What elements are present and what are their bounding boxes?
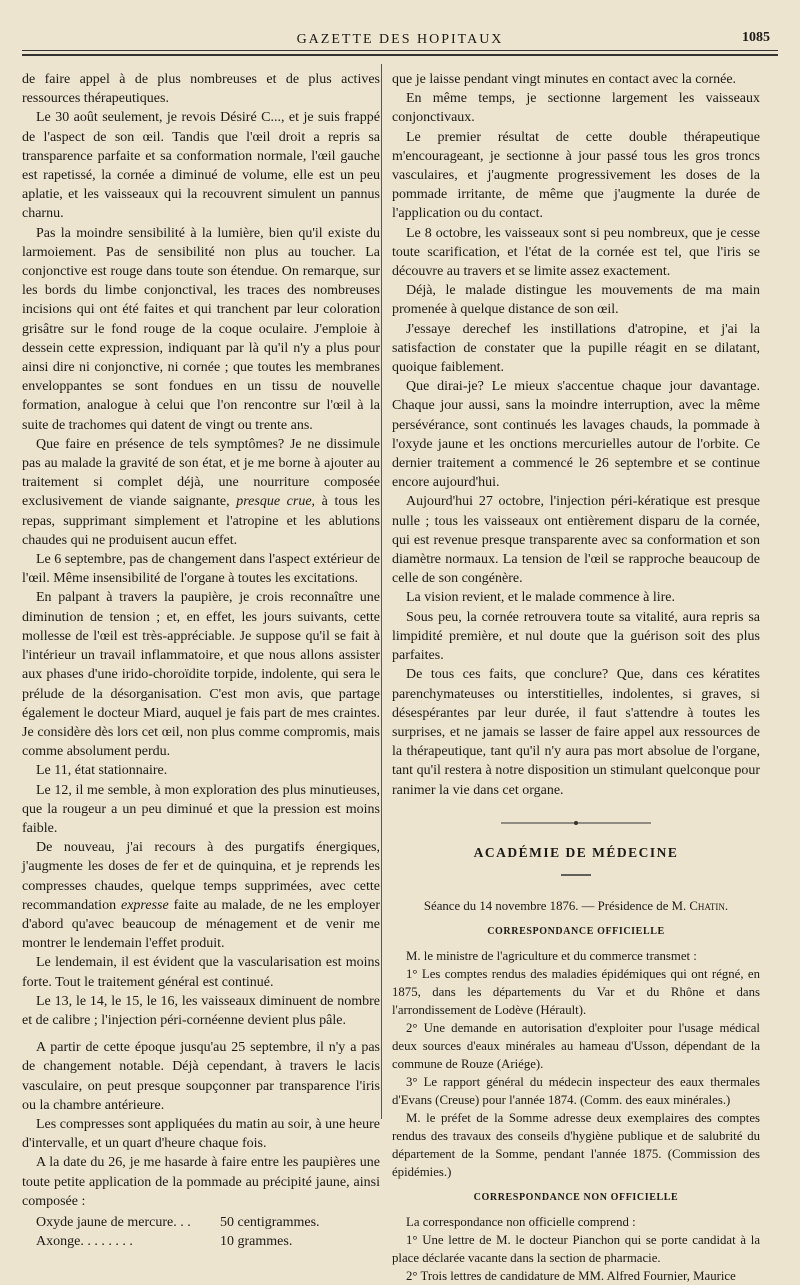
- text-run: , à tous les repas, supprimant simplement et l'atropine et les ablutions chaudes qui ne produisent aucun effet.: [22, 494, 381, 548]
- left-column: [22, 70, 381, 1250]
- page-number: 1085: [742, 30, 770, 45]
- header-rule: [22, 50, 778, 51]
- paragraph: Le 11, état stationnaire.: [36, 763, 168, 779]
- paragraph: 1° Une lettre de M. le docteur Pianchon qui se porte candidat à la place déclarée vacante dans la section de pharmacie.: [392, 1233, 760, 1266]
- paragraph: Aujourd'hui 27 octobre, l'injection péri-kératique est presque nulle ; tous les vaisseaux ont entièrement disparu de la cornée, qui est revenue presque transparente avec sa conformation et son diamètre normaux. La tension de l'œil se rapproche beaucoup de celle de son congénère.: [392, 494, 760, 587]
- journal-title: GAZETTE DES HOPITAUX: [296, 32, 504, 47]
- text-run: faite au malade, de ne les employer d'abord qu'avec beaucoup de ménagement et de venir me montrer le lendemain l'effet produit.: [22, 897, 380, 952]
- emphasis: presque crue: [236, 494, 312, 510]
- paragraph: Pas la moindre sensibilité à la lumière, bien qu'il existe du larmoiement. Pas de sensibilité non plus au toucher. La conjonctive est rouge dans toute son étendue. On remarque, sur les bords du limbe conjonctival, les traces des nombreuses incisions qui ont été faites et qui tranchent par leur coloration grisâtre sur le fond rouge de la coque oculaire. J'emploie à dessein cette expression, indiquant par là qu'il n'y a plus pour ainsi dire ni conjonctive, ni cornée ; que toutes les membranes enveloppantes se sont fondues en un tissu de nouvelle formation, analogue à celui que l'on rencontre sur l'œil à la suite de trachomes qui datent de vingt ou trente ans.: [22, 225, 380, 433]
- paragraph: 2° Une demande en autorisation d'exploiter pour l'usage médical deux sources d'eaux minérales au hameau d'Usson, dépendant de la commune de Rouze (Ariége).: [392, 1021, 760, 1072]
- paragraph: Le 30 août seulement, je revois Désiré C..., et je suis frappé de l'aspect de son œil. Tandis que l'œil droit a repris sa transparence parfaite et sa conformation normale, l'œil gauche est rapetissé, la cornée a diminué de volume, elle est un peu aplatie, et les vaisseaux qui la recouvrent simulent un pannus charnu.: [22, 110, 380, 222]
- session-line: [392, 897, 760, 915]
- paragraph: Le lendemain, il est évident que la vascularisation est moins forte. Tout le traitement général est continué.: [22, 955, 380, 990]
- ingredient-quantity: 10 grammes.: [220, 1234, 293, 1250]
- column-divider: [381, 64, 382, 1119]
- page-header: [22, 28, 778, 50]
- paragraph: Le premier résultat de cette double thérapeutique m'encourageant, je sectionne à jour passé tous les gros troncs vasculaires, et j'augmente progressivement les doses de la pommade irritante, de même que j'augmente la durée de l'application ou du contact.: [392, 129, 760, 222]
- text-run: De nouveau, j'ai recours à des purgatifs énergiques, j'augmente les doses de fer et de quinquina, et je reprends les compresses chaudes, quelque temps supprimées, avec cette recommandation: [22, 840, 380, 913]
- ingredient-name: Axonge. . . . . . . .: [36, 1234, 133, 1250]
- president-name: Chatin: [689, 899, 725, 914]
- header-rule-thick: [22, 54, 778, 56]
- paragraph: La vision revient, et le malade commence à lire.: [406, 590, 675, 606]
- subsection-heading: CORRESPONDANCE NON OFFICIELLE: [473, 1192, 679, 1204]
- paragraph: Sous peu, la cornée retrouvera toute sa vitalité, aura repris sa limpidité première, et nul doute que la guérison soit des plus parfaites.: [392, 609, 760, 664]
- paragraph: [22, 838, 380, 953]
- paragraph: [22, 435, 380, 550]
- paragraph: De tous ces faits, que conclure? Que, dans ces kératites parenchymateuses ou interstitielles, indolentes, si graves, si désespérantes par leur durée, il faut s'attendre à toutes les surprises, et ne jamais se lasser de faire appel aux ressources de la thérapeutique, tant qu'il n'y aura pas mort absolue de l'organe, tant qu'il restera à notre disposition un stimulant quelconque pour ranimer la vie dans cet organe.: [392, 667, 760, 798]
- paragraph: Déjà, le malade distingue les mouvements de ma main promenée à quelque distance de son œil.: [392, 283, 760, 318]
- subsection-heading: CORRESPONDANCE OFFICIELLE: [487, 926, 665, 938]
- paragraph: Le 8 octobre, les vaisseaux sont si peu nombreux, que je cesse toute scarification, et l'état de la cornée est tel, que l'iris se découvre au travers et se limite assez exactement.: [392, 225, 760, 280]
- title-underline: [392, 866, 760, 885]
- paragraph: Le 13, le 14, le 15, le 16, les vaisseaux diminuent de nombre et de calibre ; l'injection péri-cornéenne devient plus pâle.: [22, 993, 380, 1028]
- section-separator: [392, 814, 760, 833]
- paragraph: 3° Le rapport général du médecin inspecteur des eaux thermales d'Evans (Creuse) pour l'année 1874. (Comm. des eaux minérales.): [392, 1075, 760, 1108]
- paragraph: M. le préfet de la Somme adresse deux exemplaires des comptes rendus des travaux des conseils d'hygiène publique et de salubrité du département de la Somme, pendant l'année 1875. (Commission des épidémies.): [392, 1111, 760, 1180]
- paragraph: M. le ministre de l'agriculture et du commerce transmet :: [406, 949, 697, 964]
- ingredient-quantity: 50 centigrammes.: [220, 1214, 320, 1230]
- paragraph: 2° Trois lettres de candidature de MM. Alfred Fournier, Maurice: [406, 1269, 736, 1284]
- paragraph: En palpant à travers la paupière, je crois reconnaître une diminution de tension ; et, en effet, les jours suivants, cette mollesse de l'œil est très-appréciable. Je suppose qu'il se fait à l'intérieur un travail inflammatoire, et que nous allons assister aux phases d'une irido-choroïdite torpide, indolente, qui sera le prélude de la désorganisation. C'est mon avis, que partage également le docteur Miard, auquel je fais part de mes craintes. Je considère dès lors cet œil, non plus comme compromis, mais comme absolument perdu.: [22, 590, 380, 760]
- underline-ornament: [561, 872, 591, 878]
- separator-ornament: [501, 819, 651, 827]
- paragraph: Le 6 septembre, pas de changement dans l'aspect extérieur de l'œil. Même insensibilité de l'organe à toutes les excitations.: [22, 552, 380, 587]
- paragraph: La correspondance non officielle comprend :: [406, 1215, 636, 1230]
- paragraph: A la date du 26, je me hasarde à faire entre les paupières une toute petite application de la pommade au précipité jaune, ainsi composée :: [22, 1155, 380, 1209]
- text-run: Que faire en présence de tels symptômes? Je ne dissimule pas au malade la gravité de son état, et je me borne à ajouter au traitement si complet déjà, une nourriture composée exclusivement de viande saignante,: [22, 436, 380, 510]
- section-title: ACADÉMIE DE MÉDECINE: [473, 844, 679, 860]
- paragraph: que je laisse pendant vingt minutes en contact avec la cornée.: [392, 72, 737, 87]
- paragraph: Que dirai-je? Le mieux s'accentue chaque jour davantage. Chaque jour aussi, sans la moindre interruption, avec la même persévérance, sont continués les lavages chauds, la pommade à l'oxyde jaune et les onctions mercurielles autour de l'orbite. Ce dernier traitement a commencé le 26 septembre et se continue encore aujourd'hui.: [392, 379, 760, 491]
- paragraph: Les compresses sont appliquées du matin au soir, à une heure d'intervalle, et un quart d'heure chaque fois.: [22, 1116, 380, 1152]
- emphasis: expresse: [121, 897, 169, 913]
- paragraph: 1° Les comptes rendus des maladies épidémiques qui ont régné, en 1875, dans les départements du Var et du Rhône et dans l'arrondissement de Lodève (Hérault).: [392, 967, 760, 1018]
- formula-row: [22, 1232, 380, 1251]
- prescription-formula: [22, 1213, 380, 1251]
- ingredient-name: Oxyde jaune de mercure. . .: [36, 1214, 191, 1230]
- paragraph: de faire appel à de plus nombreuses et de plus actives ressources thérapeutiques.: [22, 72, 380, 107]
- paragraph: J'essaye derechef les instillations d'atropine, et j'ai la satisfaction de constater que la pupille réagit en se dilatant, quoique faiblement.: [392, 321, 760, 376]
- paragraph: A partir de cette époque jusqu'au 25 septembre, il n'y a pas de changement notable. Déjà cependant, à travers le lacis vasculaire, on peut presque soupçonner par transparence l'iris ou la chambre antérieure.: [22, 1040, 380, 1113]
- paragraph: En même temps, je sectionne largement les vaisseaux conjonctivaux.: [392, 91, 760, 126]
- right-column: [392, 70, 760, 1284]
- text-run: .: [724, 899, 729, 914]
- paragraph: Le 12, il me semble, à mon exploration des plus minutieuses, que la rougeur a un peu diminué et que la pression est moins faible.: [22, 782, 380, 836]
- text-run: Séance du 14 novembre 1876. — Présidence de M.: [423, 899, 690, 914]
- formula-row: [22, 1213, 380, 1232]
